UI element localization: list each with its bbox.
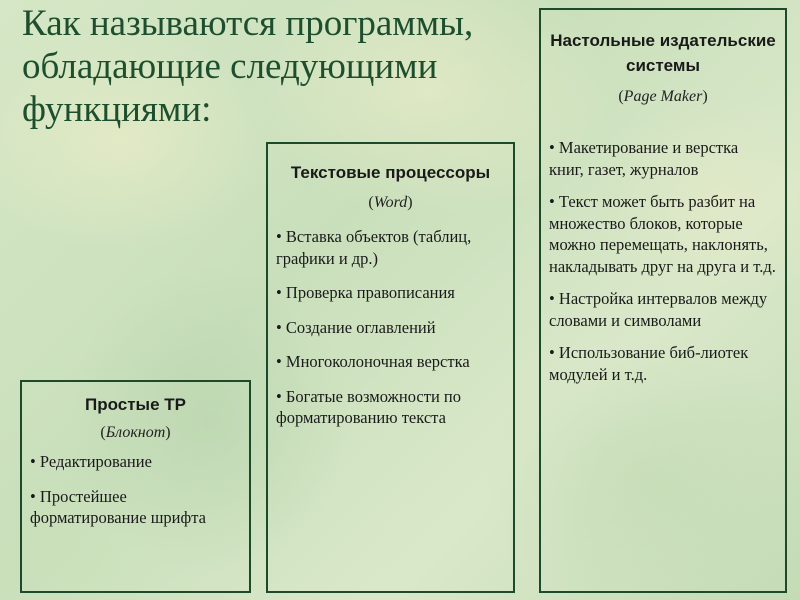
box-heading: Простые ТР [85,395,186,414]
list-item: • Настройка интервалов между словами и символами [549,288,777,331]
list-item: • Многоколоночная верстка [276,351,505,373]
box-example-text: Word [373,194,408,211]
box-heading: Настольные издательские системы [550,31,776,75]
list-item: • Текст может быть разбит на множество блоков, которые можно перемещать, наклонять, накладывать друг на друга и т.д. [549,191,777,277]
box-example-text: Блокнот [105,424,166,441]
page-title: Как называются программы, обладающие следующими функциями: [22,3,474,130]
word-processors-box [266,142,515,593]
list-item: • Проверка правописания [276,282,505,304]
list-item: • Редактирование [30,451,241,473]
list-item: • Простейшее форматирование шрифта [30,486,241,529]
box-example: (Блокнот) [100,424,171,441]
list-item: • Вставка объектов (таблиц, графики и др.) [276,226,505,269]
feature-list [549,137,777,385]
simple-text-editors-box [20,380,251,593]
list-item: • Макетирование и верстка книг, газет, журналов [549,137,777,180]
list-item: • Использование биб-лиотек модулей и т.д. [549,342,777,385]
desktop-publishing-box [539,8,787,593]
box-example: (Page Maker) [618,88,708,105]
feature-list [30,451,241,529]
list-item: • Создание оглавлений [276,317,505,339]
list-item: • Богатые возможности по форматированию текста [276,386,505,429]
box-example: (Word) [368,194,413,211]
box-example-text: Page Maker [623,88,703,105]
box-heading: Текстовые процессоры [290,163,491,182]
feature-list [276,226,505,429]
